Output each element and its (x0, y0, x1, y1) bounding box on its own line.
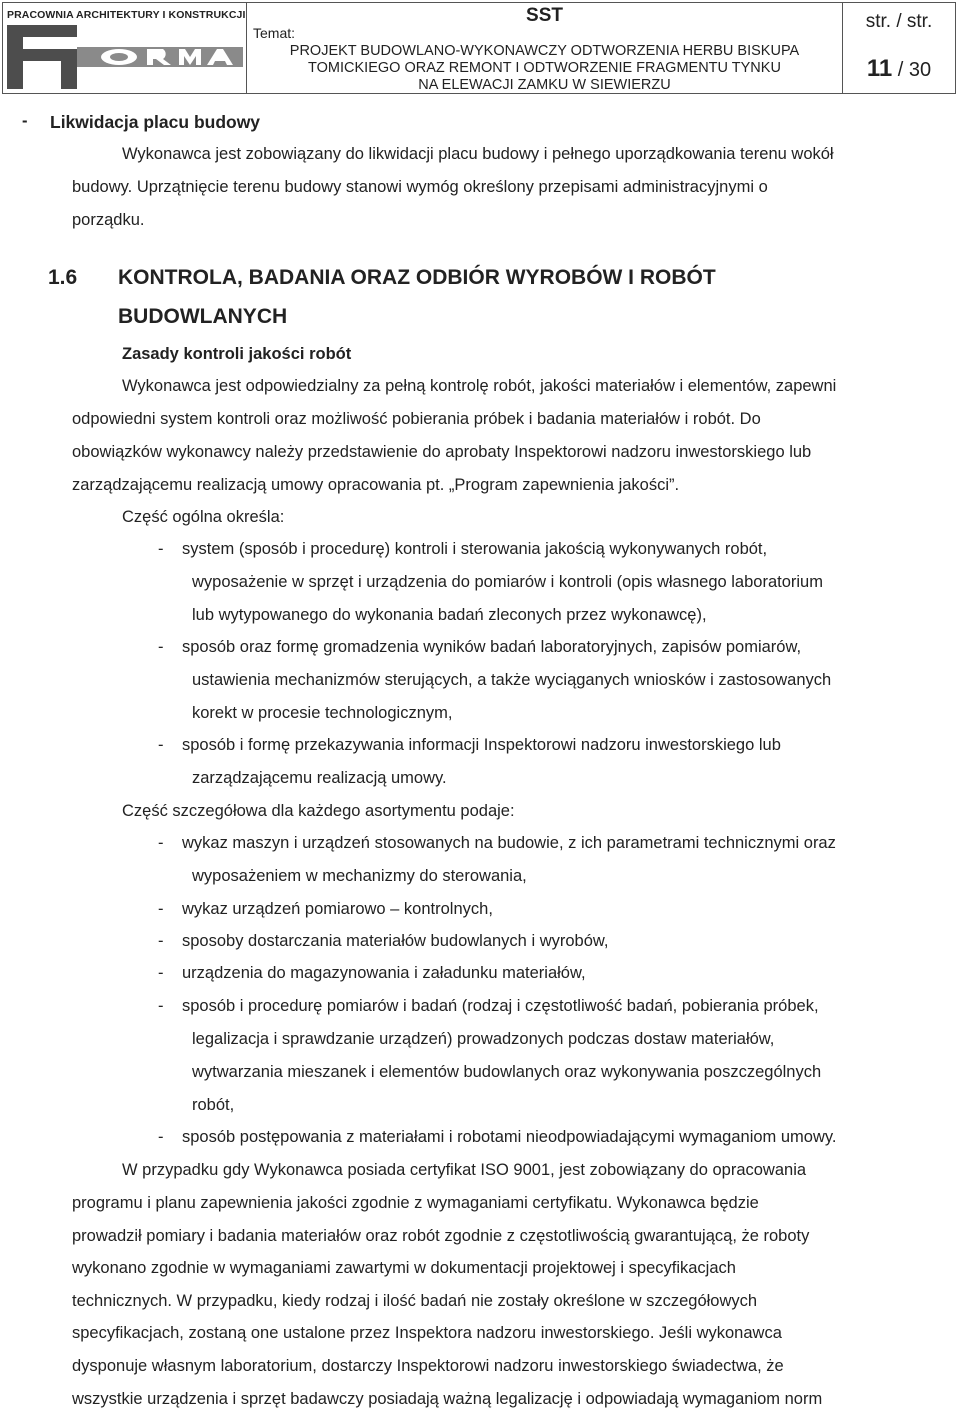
topic-label: Temat: (253, 25, 296, 41)
text-line: zarządzającemu realizacją umowy opracowania pt. „Program zapewnienia jakości”. (72, 476, 680, 494)
page-current: 11 (866, 55, 893, 82)
list-item-cont: wytwarzania mieszanek i elementów budowlanych oraz wykonywania poszczególnych (192, 1063, 822, 1081)
bullet-dash: - (158, 736, 164, 754)
text-line: technicznych. W przypadku, kiedy rodzaj i ilość badań nie zostały określone w szczegółowych (72, 1292, 758, 1310)
list-item-cont: legalizacja i sprawdzanie urządzeń) prowadzonych podczas dostaw materiałów, (192, 1030, 775, 1048)
list-item-cont: lub wytypowanego do wykonania badań zleconych przez wykonawcę), (192, 606, 707, 624)
topic-line: TOMICKIEGO ORAZ REMONT I ODTWORZENIE FRAGMENTU TYNKU (308, 60, 781, 76)
topic-line: PROJEKT BUDOWLANO-WYKONAWCZY ODTWORZENIA HERBU BISKUPA (289, 43, 800, 59)
list-intro: Część szczegółowa dla każdego asortymentu podaje: (122, 802, 515, 820)
bullet-dash: - (158, 900, 164, 918)
document-code: SST (526, 5, 563, 26)
list-item: system (sposób i procedurę) kontroli i sterowania jakością wykonywanych robót, (182, 540, 768, 558)
list-item-cont: wyposażeniem w mechanizmy do sterowania, (192, 867, 527, 885)
text-line: programu i planu zapewnienia jakości zgodnie z wymaganiami certyfikatu. Wykonawca będzie (72, 1194, 759, 1212)
text-line: Wykonawca jest odpowiedzialny za pełną kontrolę robót, jakości materiałów i elementów, zapewni (122, 377, 837, 395)
topic-line: NA ELEWACJI ZAMKU W SIEWIERZU (418, 77, 671, 93)
list-item: sposób i formę przekazywania informacji Inspektorowi nadzoru inwestorskiego lub (182, 736, 781, 754)
logo-caption: PRACOWNIA ARCHITEKTURY I KONSTRUKCJI (7, 9, 246, 21)
list-item: sposób oraz formę gromadzenia wyników badań laboratoryjnych, zapisów pomiarów, (182, 638, 802, 656)
bullet-dash: - (158, 932, 164, 950)
list-item: sposób postępowania z materiałami i robotami nieodpowiadającymi wymaganiom umowy. (182, 1128, 837, 1146)
text-line: W przypadku gdy Wykonawca posiada certyfikat ISO 9001, jest zobowiązany do opracowania (122, 1161, 807, 1179)
page-total: / 30 (897, 59, 932, 81)
bullet-dash: - (158, 964, 164, 982)
list-item: wykaz urządzeń pomiarowo – kontrolnych, (182, 900, 493, 918)
list-item: urządzenia do magazynowania i załadunku materiałów, (182, 964, 586, 982)
list-item-cont: zarządzającemu realizacją umowy. (192, 769, 447, 787)
text-line: odpowiedni system kontroli oraz możliwość pobierania próbek i badania materiałów i robót. Do (72, 410, 761, 428)
list-item: sposób i procedurę pomiarów i badań (rodzaj i częstotliwość badań, pobierania próbek, (182, 997, 819, 1015)
list-item-cont: wyposażenie w sprzęt i urządzenia do pomiarów i kontroli (opis własnego laboratorium (192, 573, 823, 591)
list-item-cont: korekt w procesie technologicznym, (192, 704, 453, 722)
page-label: str. / str. (865, 11, 933, 32)
bullet-dash: - (158, 1128, 164, 1146)
bullet-dash: - (158, 638, 164, 656)
text-line: dysponuje własnym laboratorium, dostarczy Inspektorowi nadzoru inwestorskiego świadectwa, że (72, 1357, 784, 1375)
text-line: wykonano zgodnie w wymaganiami zawartymi w dokumentacji projektowej i specyfikacjach (72, 1259, 736, 1277)
heading-title-cont: BUDOWLANYCH (118, 305, 288, 328)
heading-number: 1.6 (48, 266, 78, 289)
section-title: Likwidacja placu budowy (50, 112, 261, 132)
list-intro: Część ogólna określa: (122, 508, 285, 526)
bullet-dash: - (158, 540, 164, 558)
list-item-cont: robót, (192, 1096, 235, 1114)
text-line: budowy. Uprzątnięcie terenu budowy stanowi wymóg określony przepisami administracyjnymi o (72, 178, 768, 196)
text-line: prowadził pomiary i badania materiałów oraz robót zgodnie z częstotliwością gwarantującą, że roboty (72, 1227, 810, 1245)
bullet-dash: - (158, 834, 164, 852)
heading-title: KONTROLA, BADANIA ORAZ ODBIÓR WYROBÓW I ROBÓT (118, 266, 716, 289)
text-line: Wykonawca jest zobowiązany do likwidacji placu budowy i pełnego uporządkowania terenu wokół (122, 145, 834, 163)
section-dash: - (22, 112, 28, 130)
list-item: sposoby dostarczania materiałów budowlanych i wyrobów, (182, 932, 609, 950)
text-line: wszystkie urządzenia i sprzęt badawczy posiadają ważną legalizację i odpowiadają wymaganiom norm (72, 1390, 823, 1408)
bullet-dash: - (158, 997, 164, 1015)
text-line: specyfikacjach, zostaną one ustalone przez Inspektora nadzoru inwestorskiego. Jeśli wykonawca (72, 1324, 782, 1342)
text-line: obowiązków wykonawcy należy przedstawienie do aprobaty Inspektorowi nadzoru inwestorskiego lub (72, 443, 812, 461)
subheading: Zasady kontroli jakości robót (122, 345, 352, 363)
text-line: porządku. (72, 211, 145, 229)
list-item-cont: ustawienia mechanizmów sterujących, a także wyciąganych wniosków i zastosowanych (192, 671, 832, 689)
list-item: wykaz maszyn i urządzeń stosowanych na budowie, z ich parametrami technicznymi oraz (182, 834, 836, 852)
